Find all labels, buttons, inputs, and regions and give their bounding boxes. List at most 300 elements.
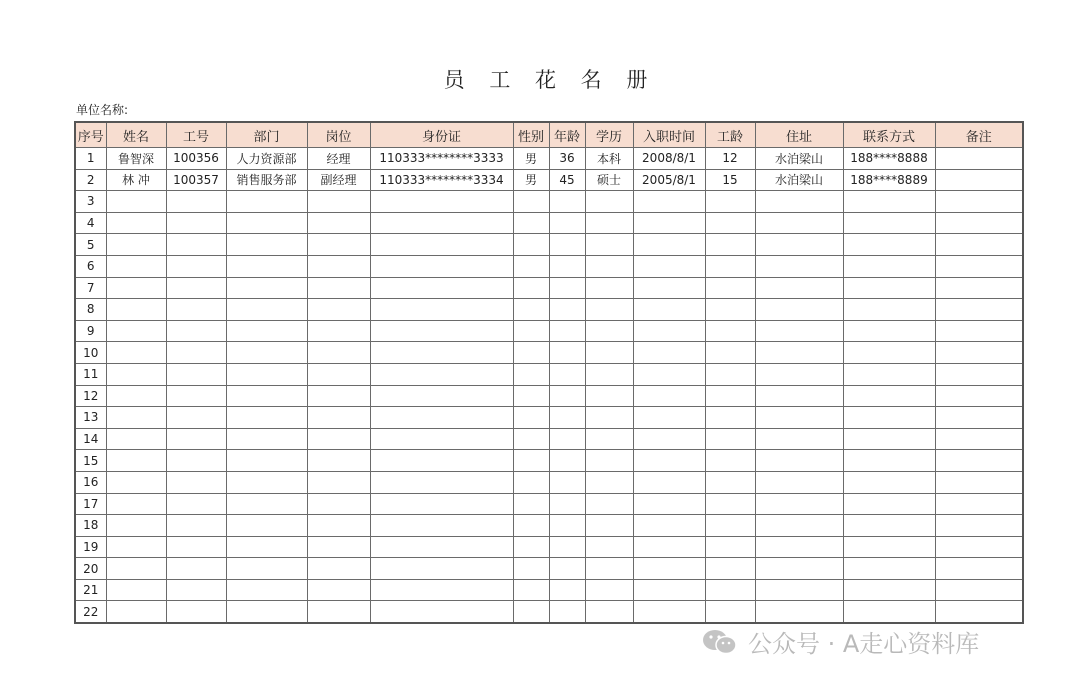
table-cell[interactable] xyxy=(935,407,1023,429)
table-cell[interactable] xyxy=(935,342,1023,364)
table-cell[interactable] xyxy=(513,363,549,385)
table-cell[interactable] xyxy=(106,493,166,515)
table-cell[interactable]: 男 xyxy=(513,169,549,191)
table-cell[interactable] xyxy=(226,299,307,321)
table-cell[interactable] xyxy=(935,299,1023,321)
table-row xyxy=(75,255,1023,277)
table-cell[interactable] xyxy=(705,558,755,580)
table-cell[interactable] xyxy=(843,342,935,364)
table-cell[interactable] xyxy=(370,558,513,580)
table-cell[interactable] xyxy=(585,515,633,537)
table-cell[interactable] xyxy=(705,212,755,234)
table-cell[interactable] xyxy=(585,428,633,450)
table-cell[interactable] xyxy=(226,558,307,580)
table-cell[interactable] xyxy=(307,277,370,299)
table-cell[interactable] xyxy=(705,363,755,385)
table-cell[interactable] xyxy=(843,363,935,385)
table-cell[interactable] xyxy=(585,385,633,407)
table-cell[interactable] xyxy=(307,450,370,472)
table-cell[interactable] xyxy=(549,558,585,580)
table-cell[interactable] xyxy=(585,320,633,342)
table-cell[interactable] xyxy=(166,212,226,234)
table-cell[interactable]: 12 xyxy=(705,148,755,170)
table-cell[interactable] xyxy=(935,320,1023,342)
table-cell[interactable]: 188****8888 xyxy=(843,148,935,170)
table-cell[interactable] xyxy=(633,255,705,277)
table-cell[interactable] xyxy=(166,342,226,364)
table-cell[interactable] xyxy=(307,515,370,537)
table-cell[interactable] xyxy=(549,277,585,299)
table-cell[interactable] xyxy=(549,299,585,321)
table-cell[interactable] xyxy=(705,428,755,450)
table-cell[interactable] xyxy=(513,255,549,277)
table-cell[interactable] xyxy=(705,277,755,299)
table-cell[interactable] xyxy=(226,363,307,385)
table-cell[interactable] xyxy=(513,407,549,429)
table-cell[interactable] xyxy=(370,407,513,429)
table-cell[interactable]: 人力资源部 xyxy=(226,148,307,170)
table-cell[interactable] xyxy=(549,450,585,472)
table-cell[interactable] xyxy=(226,601,307,623)
table-cell[interactable] xyxy=(106,558,166,580)
table-cell[interactable] xyxy=(755,255,843,277)
table-cell[interactable] xyxy=(755,558,843,580)
table-cell[interactable] xyxy=(513,515,549,537)
table-cell[interactable] xyxy=(585,255,633,277)
table-cell[interactable] xyxy=(755,493,843,515)
table-cell[interactable] xyxy=(166,493,226,515)
table-cell[interactable] xyxy=(166,385,226,407)
table-cell[interactable] xyxy=(307,601,370,623)
table-cell[interactable] xyxy=(705,471,755,493)
table-cell[interactable] xyxy=(705,493,755,515)
table-cell[interactable] xyxy=(585,277,633,299)
table-cell[interactable] xyxy=(843,191,935,213)
table-cell[interactable] xyxy=(370,385,513,407)
table-cell[interactable] xyxy=(226,191,307,213)
table-cell[interactable] xyxy=(633,320,705,342)
table-cell[interactable] xyxy=(755,342,843,364)
table-cell[interactable] xyxy=(166,536,226,558)
table-cell[interactable] xyxy=(935,212,1023,234)
table-cell[interactable] xyxy=(549,428,585,450)
table-cell[interactable] xyxy=(166,363,226,385)
table-cell[interactable] xyxy=(166,255,226,277)
table-cell[interactable] xyxy=(843,212,935,234)
table-cell[interactable] xyxy=(549,191,585,213)
table-cell[interactable] xyxy=(705,407,755,429)
table-cell[interactable] xyxy=(307,342,370,364)
table-cell[interactable] xyxy=(106,407,166,429)
table-cell[interactable] xyxy=(585,212,633,234)
table-cell[interactable] xyxy=(166,407,226,429)
table-cell[interactable]: 本科 xyxy=(585,148,633,170)
table-cell[interactable] xyxy=(307,471,370,493)
table-cell[interactable] xyxy=(755,363,843,385)
table-cell[interactable]: 100356 xyxy=(166,148,226,170)
table-cell[interactable] xyxy=(755,320,843,342)
table-cell[interactable] xyxy=(307,407,370,429)
table-cell[interactable]: 2008/8/1 xyxy=(633,148,705,170)
table-cell[interactable] xyxy=(226,450,307,472)
table-cell[interactable] xyxy=(935,277,1023,299)
table-cell[interactable] xyxy=(370,601,513,623)
table-cell[interactable] xyxy=(585,342,633,364)
table-cell[interactable] xyxy=(633,299,705,321)
table-cell[interactable] xyxy=(843,536,935,558)
table-cell[interactable] xyxy=(307,255,370,277)
table-cell[interactable] xyxy=(513,450,549,472)
table-cell[interactable] xyxy=(585,493,633,515)
table-cell[interactable] xyxy=(166,320,226,342)
table-cell[interactable] xyxy=(370,536,513,558)
table-cell[interactable] xyxy=(935,255,1023,277)
table-cell[interactable] xyxy=(633,407,705,429)
table-cell[interactable] xyxy=(226,255,307,277)
table-cell[interactable]: 鲁智深 xyxy=(106,148,166,170)
table-cell[interactable] xyxy=(307,385,370,407)
table-cell[interactable] xyxy=(370,471,513,493)
table-cell[interactable] xyxy=(513,299,549,321)
table-cell[interactable] xyxy=(370,493,513,515)
table-cell[interactable] xyxy=(843,558,935,580)
table-cell[interactable] xyxy=(106,191,166,213)
table-cell[interactable] xyxy=(166,471,226,493)
table-cell[interactable] xyxy=(843,471,935,493)
table-cell[interactable] xyxy=(549,579,585,601)
table-cell[interactable] xyxy=(166,234,226,256)
table-cell[interactable] xyxy=(513,493,549,515)
table-cell[interactable] xyxy=(106,515,166,537)
row-number-cell: 4 xyxy=(75,212,106,234)
table-cell[interactable] xyxy=(307,558,370,580)
table-cell[interactable]: 110333********3333 xyxy=(370,148,513,170)
table-cell[interactable]: 水泊梁山 xyxy=(755,169,843,191)
table-cell[interactable] xyxy=(370,212,513,234)
table-row xyxy=(75,169,1023,191)
table-cell[interactable] xyxy=(843,515,935,537)
table-cell[interactable] xyxy=(370,363,513,385)
table-cell[interactable]: 15 xyxy=(705,169,755,191)
table-cell[interactable] xyxy=(370,299,513,321)
table-cell[interactable] xyxy=(935,536,1023,558)
table-cell[interactable]: 经理 xyxy=(307,148,370,170)
row-number-cell: 15 xyxy=(75,450,106,472)
table-cell[interactable] xyxy=(106,255,166,277)
table-cell[interactable] xyxy=(106,428,166,450)
column-header: 联系方式 xyxy=(843,122,935,148)
table-cell[interactable] xyxy=(166,558,226,580)
table-cell[interactable] xyxy=(585,536,633,558)
table-cell[interactable] xyxy=(843,428,935,450)
table-cell[interactable] xyxy=(935,428,1023,450)
table-cell[interactable] xyxy=(843,407,935,429)
table-cell[interactable] xyxy=(935,471,1023,493)
table-cell[interactable] xyxy=(843,277,935,299)
table-cell[interactable] xyxy=(843,255,935,277)
table-cell[interactable] xyxy=(705,234,755,256)
table-cell[interactable] xyxy=(843,320,935,342)
table-cell[interactable] xyxy=(935,148,1023,170)
table-cell[interactable] xyxy=(106,299,166,321)
table-cell[interactable] xyxy=(370,320,513,342)
table-cell[interactable] xyxy=(106,277,166,299)
table-cell[interactable] xyxy=(370,234,513,256)
table-cell[interactable] xyxy=(549,385,585,407)
table-cell[interactable] xyxy=(513,471,549,493)
table-cell[interactable] xyxy=(585,234,633,256)
table-cell[interactable]: 110333********3334 xyxy=(370,169,513,191)
table-cell[interactable] xyxy=(755,277,843,299)
table-cell[interactable] xyxy=(307,191,370,213)
row-number-cell: 5 xyxy=(75,234,106,256)
table-cell[interactable] xyxy=(633,428,705,450)
header-row xyxy=(75,122,1023,148)
table-cell[interactable] xyxy=(935,493,1023,515)
table-cell[interactable] xyxy=(585,363,633,385)
table-cell[interactable] xyxy=(370,428,513,450)
table-row xyxy=(75,299,1023,321)
table-cell[interactable] xyxy=(513,579,549,601)
table-cell[interactable] xyxy=(935,601,1023,623)
table-cell[interactable] xyxy=(585,407,633,429)
table-row xyxy=(75,428,1023,450)
table-cell[interactable] xyxy=(843,601,935,623)
table-cell[interactable] xyxy=(755,536,843,558)
table-cell[interactable] xyxy=(935,558,1023,580)
table-cell[interactable] xyxy=(585,579,633,601)
table-cell[interactable]: 销售服务部 xyxy=(226,169,307,191)
table-cell[interactable] xyxy=(549,255,585,277)
table-cell[interactable] xyxy=(370,191,513,213)
table-cell[interactable] xyxy=(307,493,370,515)
table-cell[interactable] xyxy=(370,515,513,537)
table-cell[interactable] xyxy=(633,277,705,299)
table-cell[interactable] xyxy=(633,363,705,385)
table-cell[interactable] xyxy=(106,579,166,601)
table-cell[interactable] xyxy=(549,471,585,493)
table-cell[interactable] xyxy=(633,212,705,234)
table-cell[interactable] xyxy=(755,299,843,321)
table-cell[interactable] xyxy=(549,320,585,342)
table-cell[interactable] xyxy=(705,536,755,558)
table-cell[interactable] xyxy=(633,450,705,472)
table-cell[interactable] xyxy=(106,363,166,385)
table-cell[interactable] xyxy=(166,191,226,213)
table-cell[interactable] xyxy=(513,191,549,213)
table-cell[interactable] xyxy=(307,363,370,385)
table-cell[interactable] xyxy=(633,601,705,623)
table-cell[interactable] xyxy=(755,601,843,623)
table-cell[interactable] xyxy=(633,234,705,256)
table-cell[interactable] xyxy=(166,428,226,450)
table-cell[interactable] xyxy=(370,277,513,299)
table-cell[interactable] xyxy=(843,299,935,321)
table-cell[interactable] xyxy=(633,515,705,537)
table-cell[interactable] xyxy=(705,579,755,601)
table-cell[interactable] xyxy=(166,515,226,537)
table-cell[interactable] xyxy=(549,601,585,623)
table-cell[interactable] xyxy=(755,385,843,407)
table-cell[interactable] xyxy=(549,536,585,558)
table-cell[interactable] xyxy=(106,234,166,256)
table-cell[interactable]: 水泊梁山 xyxy=(755,148,843,170)
table-cell[interactable] xyxy=(226,536,307,558)
table-cell[interactable] xyxy=(705,385,755,407)
table-cell[interactable] xyxy=(166,277,226,299)
table-cell[interactable] xyxy=(226,385,307,407)
table-cell[interactable]: 男 xyxy=(513,148,549,170)
table-cell[interactable] xyxy=(370,342,513,364)
table-cell[interactable] xyxy=(513,385,549,407)
table-cell[interactable] xyxy=(513,277,549,299)
table-cell[interactable] xyxy=(843,579,935,601)
table-cell[interactable] xyxy=(585,471,633,493)
unit-name-label: 单位名称: xyxy=(76,103,129,117)
table-cell[interactable] xyxy=(549,234,585,256)
table-cell[interactable] xyxy=(106,471,166,493)
table-cell[interactable] xyxy=(585,450,633,472)
table-cell[interactable] xyxy=(226,579,307,601)
table-cell[interactable] xyxy=(226,471,307,493)
table-cell[interactable] xyxy=(513,212,549,234)
table-cell[interactable] xyxy=(935,234,1023,256)
table-cell[interactable] xyxy=(705,299,755,321)
table-cell[interactable] xyxy=(705,255,755,277)
table-cell[interactable] xyxy=(633,342,705,364)
table-cell[interactable] xyxy=(755,579,843,601)
table-cell[interactable] xyxy=(755,428,843,450)
table-cell[interactable] xyxy=(226,407,307,429)
table-cell[interactable] xyxy=(585,558,633,580)
table-cell[interactable] xyxy=(226,342,307,364)
table-cell[interactable] xyxy=(633,579,705,601)
table-cell[interactable] xyxy=(513,234,549,256)
table-cell[interactable] xyxy=(226,515,307,537)
table-cell[interactable] xyxy=(307,212,370,234)
row-number-cell: 2 xyxy=(75,169,106,191)
table-cell[interactable] xyxy=(106,385,166,407)
table-cell[interactable] xyxy=(843,385,935,407)
table-cell[interactable] xyxy=(106,601,166,623)
table-cell[interactable] xyxy=(935,385,1023,407)
table-cell[interactable] xyxy=(549,407,585,429)
table-cell[interactable] xyxy=(585,299,633,321)
table-cell[interactable] xyxy=(106,536,166,558)
table-cell[interactable] xyxy=(705,601,755,623)
table-cell[interactable] xyxy=(226,320,307,342)
table-cell[interactable] xyxy=(106,450,166,472)
table-cell[interactable] xyxy=(935,169,1023,191)
table-cell[interactable] xyxy=(705,320,755,342)
table-cell[interactable]: 硕士 xyxy=(585,169,633,191)
table-cell[interactable] xyxy=(226,277,307,299)
table-cell[interactable]: 100357 xyxy=(166,169,226,191)
table-cell[interactable] xyxy=(166,601,226,623)
table-cell[interactable] xyxy=(935,450,1023,472)
table-cell[interactable] xyxy=(705,191,755,213)
table-cell[interactable] xyxy=(307,428,370,450)
table-cell[interactable] xyxy=(755,234,843,256)
table-cell[interactable] xyxy=(935,363,1023,385)
table-cell[interactable]: 45 xyxy=(549,169,585,191)
table-cell[interactable] xyxy=(705,450,755,472)
table-cell[interactable] xyxy=(307,536,370,558)
table-cell[interactable] xyxy=(705,342,755,364)
table-cell[interactable] xyxy=(633,471,705,493)
table-cell[interactable] xyxy=(705,515,755,537)
table-cell[interactable] xyxy=(843,234,935,256)
table-cell[interactable] xyxy=(307,299,370,321)
table-cell[interactable]: 188****8889 xyxy=(843,169,935,191)
table-cell[interactable] xyxy=(633,493,705,515)
table-cell[interactable] xyxy=(843,493,935,515)
table-cell[interactable] xyxy=(106,342,166,364)
table-cell[interactable] xyxy=(513,320,549,342)
table-cell[interactable] xyxy=(166,299,226,321)
table-cell[interactable] xyxy=(935,515,1023,537)
table-cell[interactable] xyxy=(935,191,1023,213)
table-cell[interactable] xyxy=(549,493,585,515)
table-cell[interactable] xyxy=(226,493,307,515)
table-cell[interactable] xyxy=(755,191,843,213)
table-cell[interactable] xyxy=(633,558,705,580)
table-cell[interactable] xyxy=(755,515,843,537)
table-row xyxy=(75,471,1023,493)
table-cell[interactable] xyxy=(549,515,585,537)
table-cell[interactable] xyxy=(106,320,166,342)
table-cell[interactable] xyxy=(513,428,549,450)
table-cell[interactable] xyxy=(513,601,549,623)
table-cell[interactable] xyxy=(843,450,935,472)
table-cell[interactable] xyxy=(226,428,307,450)
table-cell[interactable] xyxy=(633,191,705,213)
table-cell[interactable] xyxy=(370,579,513,601)
table-cell[interactable] xyxy=(935,579,1023,601)
table-cell[interactable] xyxy=(106,212,166,234)
table-cell[interactable] xyxy=(166,450,226,472)
table-cell[interactable]: 林 冲 xyxy=(106,169,166,191)
table-cell[interactable] xyxy=(549,363,585,385)
table-cell[interactable] xyxy=(633,536,705,558)
table-cell[interactable]: 2005/8/1 xyxy=(633,169,705,191)
table-cell[interactable] xyxy=(166,579,226,601)
table-cell[interactable] xyxy=(226,234,307,256)
table-cell[interactable] xyxy=(370,450,513,472)
table-cell[interactable] xyxy=(585,601,633,623)
table-cell[interactable] xyxy=(226,212,307,234)
table-cell[interactable] xyxy=(307,234,370,256)
table-cell[interactable] xyxy=(370,255,513,277)
table-cell[interactable] xyxy=(755,212,843,234)
row-number-cell: 9 xyxy=(75,320,106,342)
table-cell[interactable] xyxy=(755,407,843,429)
table-cell[interactable] xyxy=(307,579,370,601)
table-cell[interactable] xyxy=(513,536,549,558)
table-cell[interactable] xyxy=(755,450,843,472)
table-cell[interactable]: 副经理 xyxy=(307,169,370,191)
table-cell[interactable] xyxy=(513,558,549,580)
table-cell[interactable] xyxy=(755,471,843,493)
table-cell[interactable]: 36 xyxy=(549,148,585,170)
table-cell[interactable] xyxy=(549,342,585,364)
employee-roster-table xyxy=(74,121,1024,624)
table-cell[interactable] xyxy=(549,212,585,234)
table-cell[interactable] xyxy=(307,320,370,342)
table-cell[interactable] xyxy=(585,191,633,213)
table-cell[interactable] xyxy=(513,342,549,364)
table-cell[interactable] xyxy=(633,385,705,407)
